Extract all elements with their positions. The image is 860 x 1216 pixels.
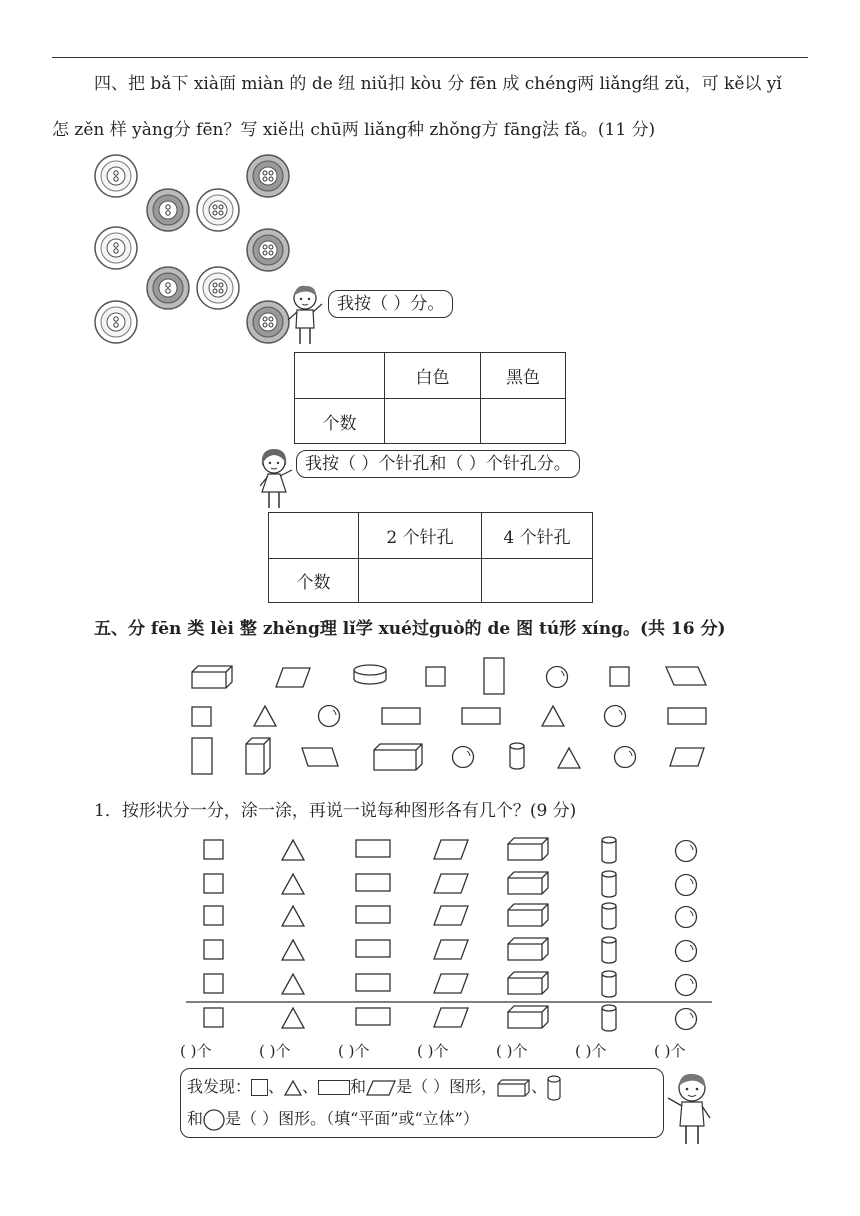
parallelogram-shape [666,667,706,685]
answer-cell-black[interactable] [481,399,566,444]
count-blank-squares[interactable]: ( )个 [180,1042,212,1060]
table-cell [269,513,359,559]
cylinder-shape[interactable] [602,903,616,929]
square-shape [610,667,629,686]
tall-cuboid-shape [246,738,270,774]
square-shape[interactable] [204,840,223,859]
sphere-shape [453,747,474,768]
sphere-inline-icon [203,1109,225,1131]
tall-rectangle-shape [484,658,504,694]
cuboid-shape[interactable] [508,1006,548,1028]
square-shape[interactable] [204,1008,223,1027]
parallelogram-shape[interactable] [434,840,468,859]
mixed-shapes-picture [186,652,716,780]
finding-plane-blank[interactable]: 是（ ）图形， [396,1077,498,1096]
table-cell [295,353,385,399]
section5-title: 五、分 fēn 类 lèi 整 zhěng理 lǐ学 xué过guò的 de 图 tú形 xíng。(共 16 分) [94,619,726,639]
rectangle-shape [382,708,420,724]
boy-figure-icon [284,282,326,350]
tall-rectangle-shape [192,738,212,774]
sphere-shape[interactable] [676,941,697,962]
parallelogram-shape[interactable] [434,874,468,893]
and-word: 和 [350,1077,367,1096]
speech-bubble-color: 我按（ ）分。 [328,290,453,318]
rectangle-shape[interactable] [356,974,390,991]
cylinder-shape[interactable] [602,937,616,963]
header-2-holes: 2 个针孔 [359,513,482,559]
triangle-shape[interactable] [282,906,304,926]
coloring-grid [186,834,716,1034]
triangle-shape [254,706,276,726]
sphere-shape[interactable] [676,907,697,928]
cuboid-shape[interactable] [508,872,548,894]
parallelogram-shape[interactable] [434,1008,468,1027]
cylinder-shape[interactable] [602,971,616,997]
square-shape [192,707,211,726]
header-white: 白色 [385,353,481,399]
cuboid-shape[interactable] [508,838,548,860]
cylinder-inline-icon [547,1075,561,1101]
section4-line1: 四、把 bǎ下 xià面 miàn 的 de 纽 niǔ扣 kòu 分 fēn 成 chéng两 liǎng组 zǔ，可 kě以 yǐ [94,74,782,94]
square-shape [426,667,445,686]
count-blank-cylinders[interactable]: ( )个 [575,1042,607,1060]
black-button-2-holes [147,189,189,231]
sphere-shape [547,667,568,688]
cylinder-shape[interactable] [602,837,616,863]
parallelogram-shape[interactable] [434,940,468,959]
rectangle-shape[interactable] [356,906,390,923]
parallelogram-shape [302,748,338,766]
square-shape[interactable] [204,906,223,925]
triangle-inline-icon [284,1080,302,1096]
section4-line2: 怎 zěn 样 yàng分 fēn？写 xiě出 chū两 liǎng种 zhǒng方 fāng法 fǎ。(11 分) [52,120,656,140]
separator: 、 [302,1077,319,1096]
square-shape[interactable] [204,874,223,893]
white-button-2-holes [95,155,137,197]
sphere-shape [605,706,626,727]
sphere-shape[interactable] [676,975,697,996]
black-button-4-holes [247,155,289,197]
sphere-shape [615,747,636,768]
white-button-2-holes [95,227,137,269]
cylinder-shape[interactable] [602,1005,616,1031]
parallelogram-shape[interactable] [434,906,468,925]
parallelogram-shape[interactable] [434,974,468,993]
separator: 、 [268,1077,285,1096]
short-cylinder-shape [354,665,386,684]
cylinder-shape [510,743,524,769]
holes-count-table [268,512,593,603]
cylinder-shape[interactable] [602,871,616,897]
square-inline-icon [251,1079,268,1096]
count-blank-cuboids[interactable]: ( )个 [496,1042,528,1060]
header-black: 黑色 [481,353,566,399]
row-label-count: 个数 [295,399,385,444]
cuboid-shape [192,666,232,688]
triangle-shape[interactable] [282,840,304,860]
count-blank-triangles[interactable]: ( )个 [259,1042,291,1060]
finding-prefix: 我发现： [187,1077,252,1096]
triangle-shape[interactable] [282,974,304,994]
rectangle-shape[interactable] [356,874,390,891]
top-rule [52,57,808,58]
parallelogram-shape [670,748,704,766]
cuboid-shape[interactable] [508,938,548,960]
rectangle-shape [462,708,500,724]
count-blank-rectangles[interactable]: ( )个 [338,1042,370,1060]
parallelogram-shape [276,668,310,687]
sphere-shape[interactable] [676,841,697,862]
black-button-2-holes [147,267,189,309]
answer-cell-white[interactable] [385,399,481,444]
question-1: 1．按形状分一分，涂一涂，再说一说每种图形各有几个？(9 分) [94,801,577,821]
white-button-4-holes [197,267,239,309]
triangle-shape [558,748,580,768]
answer-cell-4-holes[interactable] [482,559,593,603]
triangle-shape[interactable] [282,874,304,894]
cuboid-inline-icon [497,1079,531,1097]
speech-bubble-holes: 我按（ ）个针孔和（ ）个针孔分。 [296,450,580,478]
triangle-shape[interactable] [282,1008,304,1028]
boy-pointing-icon [664,1070,716,1148]
answer-cell-2-holes[interactable] [359,559,482,603]
girl-figure-icon [254,446,298,512]
cuboid-shape[interactable] [508,972,548,994]
square-shape[interactable] [204,940,223,959]
rectangle-shape[interactable] [356,940,390,957]
color-count-table [294,352,566,444]
white-button-4-holes [197,189,239,231]
rectangle-shape[interactable] [356,1008,390,1025]
count-blank-spheres[interactable]: ( )个 [654,1042,686,1060]
buttons-picture [88,148,300,348]
finding-box [180,1068,664,1138]
count-blank-parallelograms[interactable]: ( )个 [417,1042,449,1060]
parallelogram-inline-icon [366,1080,396,1096]
rectangle-inline-icon [318,1080,350,1095]
sphere-shape[interactable] [676,1009,697,1030]
square-shape[interactable] [204,974,223,993]
sphere-shape [319,706,340,727]
triangle-shape[interactable] [282,940,304,960]
white-button-2-holes [95,301,137,343]
black-button-4-holes [247,301,289,343]
cuboid-shape [374,744,422,770]
header-4-holes: 4 个针孔 [482,513,593,559]
triangle-shape [542,706,564,726]
sphere-shape[interactable] [676,875,697,896]
cuboid-shape[interactable] [508,904,548,926]
and-word: 和 [187,1109,204,1128]
rectangle-shape[interactable] [356,840,390,857]
row-label-count: 个数 [269,559,359,603]
rectangle-shape [668,708,706,724]
separator: 、 [531,1077,548,1096]
finding-solid-blank[interactable]: 是（ ）图形。（填“平面”或“立体”） [225,1109,479,1128]
black-button-4-holes [247,229,289,271]
